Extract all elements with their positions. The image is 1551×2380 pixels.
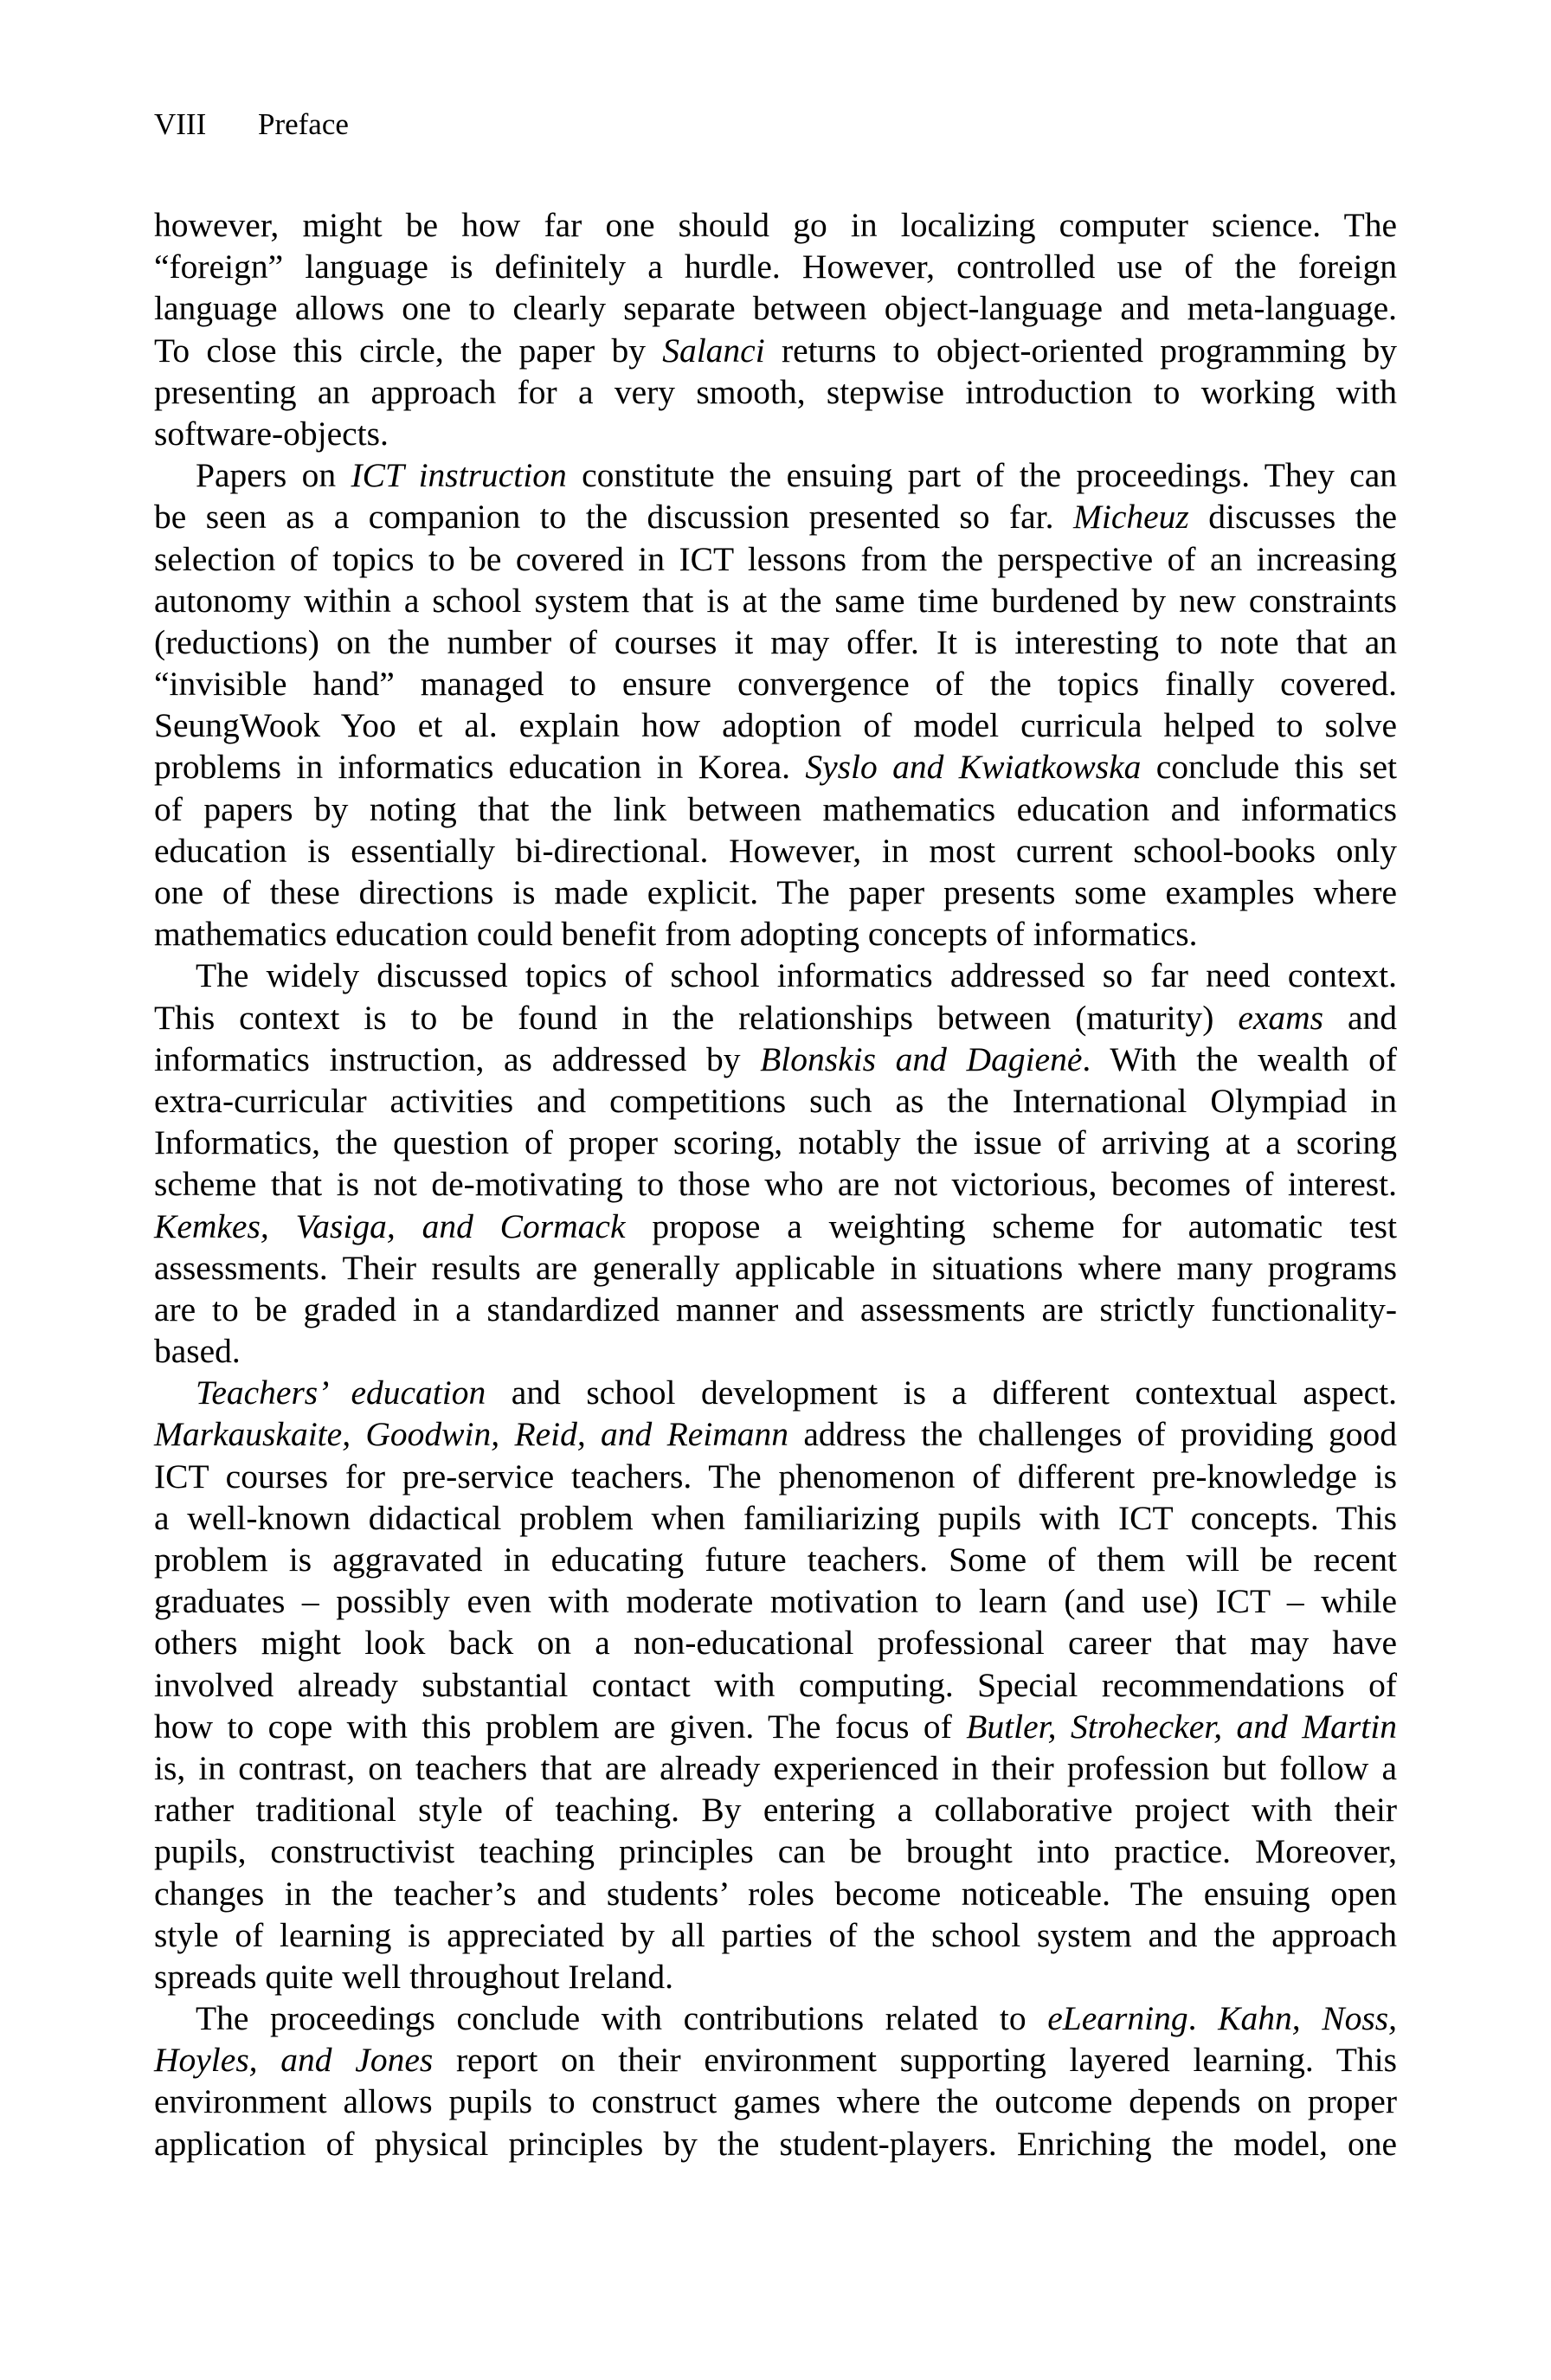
italic-text: Butler, Strohecker, and Martin — [966, 1707, 1397, 1746]
text-line — [154, 746, 1397, 788]
text-run: . With the wealth of — [1082, 1039, 1397, 1078]
text-line — [154, 1080, 1397, 1122]
text-run: is, in contrast, on teachers that are already experienced in their profession but follow a — [154, 1748, 1397, 1787]
text-line — [154, 621, 1397, 663]
text-run: changes in the teacher’s and students’ roles become noticeable. The ensuing open — [154, 1874, 1397, 1913]
text-run: The proceedings conclude with contributions related to — [196, 1999, 1048, 2038]
text-line — [154, 2081, 1397, 2122]
text-run: a well-known didactical problem when familiarizing pupils with ICT concepts. This — [154, 1498, 1397, 1537]
text-run: how to cope with this problem are given. The focus of — [154, 1707, 967, 1746]
text-run: conclude this set — [1141, 748, 1397, 787]
text-run: autonomy within a school system that is at the same time burdened by new constraints — [154, 581, 1397, 620]
text-line — [154, 1914, 1397, 1956]
text-line — [154, 454, 1397, 496]
text-line — [154, 1664, 1397, 1706]
text-run: “foreign” language is definitely a hurdle. However, controlled use of the foreign — [154, 248, 1397, 286]
text-run: language allows one to clearly separate between object-language and meta-language. — [154, 289, 1397, 328]
text-line — [154, 913, 1397, 955]
page-number: VIII — [154, 107, 207, 141]
text-line — [154, 1497, 1397, 1539]
text-line — [154, 955, 1397, 996]
text-run: discusses the — [1188, 498, 1397, 537]
text-line — [154, 1456, 1397, 1497]
text-line — [154, 580, 1397, 621]
text-run: and school development is a different contextual aspect. — [486, 1373, 1397, 1412]
text-run: application of physical principles by the student-players. Enriching the model, one — [154, 2124, 1397, 2163]
text-line — [154, 1206, 1397, 1247]
italic-text: exams — [1238, 998, 1324, 1037]
text-run: extra-curricular activities and competitions such as the International Olympiad in — [154, 1081, 1397, 1120]
text-run: The widely discussed topics of school informatics addressed so far need context. — [196, 956, 1397, 995]
text-run: however, might be how far one should go in localizing computer science. The — [154, 206, 1397, 244]
text-line — [154, 538, 1397, 580]
text-line — [154, 997, 1397, 1039]
text-run: be seen as a companion to the discussion presented so far. — [154, 498, 1073, 537]
text-run: one of these directions is made explicit. The paper presents some examples where — [154, 873, 1397, 911]
text-run: SeungWook Yoo et al. explain how adoption of model curricula helped to solve — [154, 706, 1397, 745]
text-line — [154, 1622, 1397, 1663]
italic-text: ICT instruction — [351, 456, 567, 495]
text-line — [154, 1247, 1397, 1289]
text-line — [154, 496, 1397, 537]
text-line — [154, 1956, 1397, 1997]
text-run: Papers on — [196, 456, 351, 495]
text-line — [154, 1706, 1397, 1747]
italic-text: Kahn, Noss, — [1218, 1999, 1398, 2038]
text-run: ICT courses for pre-service teachers. The phenomenon of different pre-knowledge is — [154, 1457, 1397, 1496]
text-line — [154, 1122, 1397, 1163]
text-run: (reductions) on the number of courses it may offer. It is interesting to note that an — [154, 622, 1397, 661]
text-run: This context is to be found in the relationships between (maturity) — [154, 998, 1239, 1037]
text-run: informatics instruction, as addressed by — [154, 1039, 761, 1078]
text-line — [154, 2039, 1397, 2081]
text-run: report on their environment supporting layered learning. This — [433, 2041, 1397, 2080]
text-line — [154, 788, 1397, 830]
text-line — [154, 1039, 1397, 1080]
text-line — [154, 1539, 1397, 1580]
text-line — [154, 413, 1397, 454]
text-line — [154, 663, 1397, 704]
text-run: of papers by noting that the link between mathematics education and informatics — [154, 789, 1397, 828]
text-run: mathematics education could benefit from adopting concepts of informatics. — [154, 915, 1198, 954]
body-text — [154, 204, 1397, 2165]
italic-text: Salanci — [662, 331, 765, 370]
text-run: style of learning is appreciated by all parties of the school system and the approach — [154, 1915, 1397, 1954]
text-run: presenting an approach for a very smooth, stepwise introduction to working with — [154, 372, 1397, 411]
text-line — [154, 1372, 1397, 1413]
text-run: scheme that is not de-motivating to those who are not victorious, becomes of interest. — [154, 1165, 1397, 1204]
italic-text: Kemkes, Vasiga, and Cormack — [154, 1206, 626, 1245]
text-run: address the challenges of providing good — [788, 1415, 1397, 1454]
text-line — [154, 1289, 1397, 1330]
text-run: selection of topics to be covered in ICT lessons from the perspective of an increasing — [154, 539, 1397, 578]
text-run: assessments. Their results are generally applicable in situations where many programs — [154, 1248, 1397, 1287]
text-line — [154, 246, 1397, 287]
text-line — [154, 1330, 1397, 1372]
text-run: rather traditional style of teaching. By entering a collaborative project with their — [154, 1791, 1397, 1830]
text-line — [154, 1580, 1397, 1622]
text-line — [154, 204, 1397, 246]
text-run: problems in informatics education in Korea. — [154, 748, 806, 787]
text-line — [154, 330, 1397, 371]
running-head — [154, 106, 349, 144]
text-run: pupils, constructivist teaching principles can be brought into practice. Moreover, — [154, 1832, 1397, 1871]
text-run: Informatics, the question of proper scoring, notably the issue of arriving at a scoring — [154, 1123, 1397, 1162]
italic-text: Markauskaite, Goodwin, Reid, and Reimann — [154, 1415, 789, 1454]
section-title: Preface — [258, 107, 349, 141]
text-run: graduates – possibly even with moderate motivation to learn (and use) ICT – while — [154, 1582, 1397, 1621]
text-line — [154, 872, 1397, 913]
text-line — [154, 1997, 1397, 2039]
text-line — [154, 287, 1397, 329]
text-line — [154, 2123, 1397, 2165]
text-run: constitute the ensuing part of the proceedings. They can — [566, 456, 1397, 495]
text-run: propose a weighting scheme for automatic test — [625, 1206, 1397, 1245]
italic-text: Hoyles, and Jones — [154, 2041, 434, 2080]
text-run: involved already substantial contact with computing. Special recommendations of — [154, 1665, 1397, 1704]
text-line — [154, 1413, 1397, 1455]
text-line — [154, 1747, 1397, 1789]
italic-text: Syslo and Kwiatkowska — [805, 748, 1142, 787]
text-run: environment allows pupils to construct games where the outcome depends on proper — [154, 2082, 1397, 2121]
text-line — [154, 830, 1397, 872]
italic-text: eLearning — [1047, 1999, 1188, 2038]
text-run: spreads quite well throughout Ireland. — [154, 1957, 674, 1996]
text-run: . — [1187, 1999, 1219, 2038]
text-line — [154, 1163, 1397, 1205]
text-run: based. — [154, 1332, 241, 1371]
text-line — [154, 1830, 1397, 1872]
text-run: “invisible hand” managed to ensure convergence of the topics finally covered. — [154, 665, 1397, 704]
text-run: software-objects. — [154, 414, 389, 453]
text-line — [154, 1789, 1397, 1830]
text-line — [154, 371, 1397, 413]
text-run: others might look back on a non-educational professional career that may have — [154, 1624, 1397, 1663]
italic-text: Teachers’ education — [196, 1373, 486, 1412]
text-run: returns to object-oriented programming by — [764, 331, 1397, 370]
text-line — [154, 704, 1397, 746]
italic-text: Micheuz — [1072, 498, 1189, 537]
text-run: education is essentially bi-directional. However, in most current school-books only — [154, 831, 1397, 870]
text-run: To close this circle, the paper by — [154, 331, 663, 370]
text-run: and — [1323, 998, 1397, 1037]
text-line — [154, 1873, 1397, 1914]
italic-text: Blonskis and Dagienė — [760, 1039, 1083, 1078]
text-run: problem is aggravated in educating future teachers. Some of them will be recent — [154, 1541, 1397, 1579]
text-run: are to be graded in a standardized manner and assessments are strictly functionality- — [154, 1290, 1397, 1328]
